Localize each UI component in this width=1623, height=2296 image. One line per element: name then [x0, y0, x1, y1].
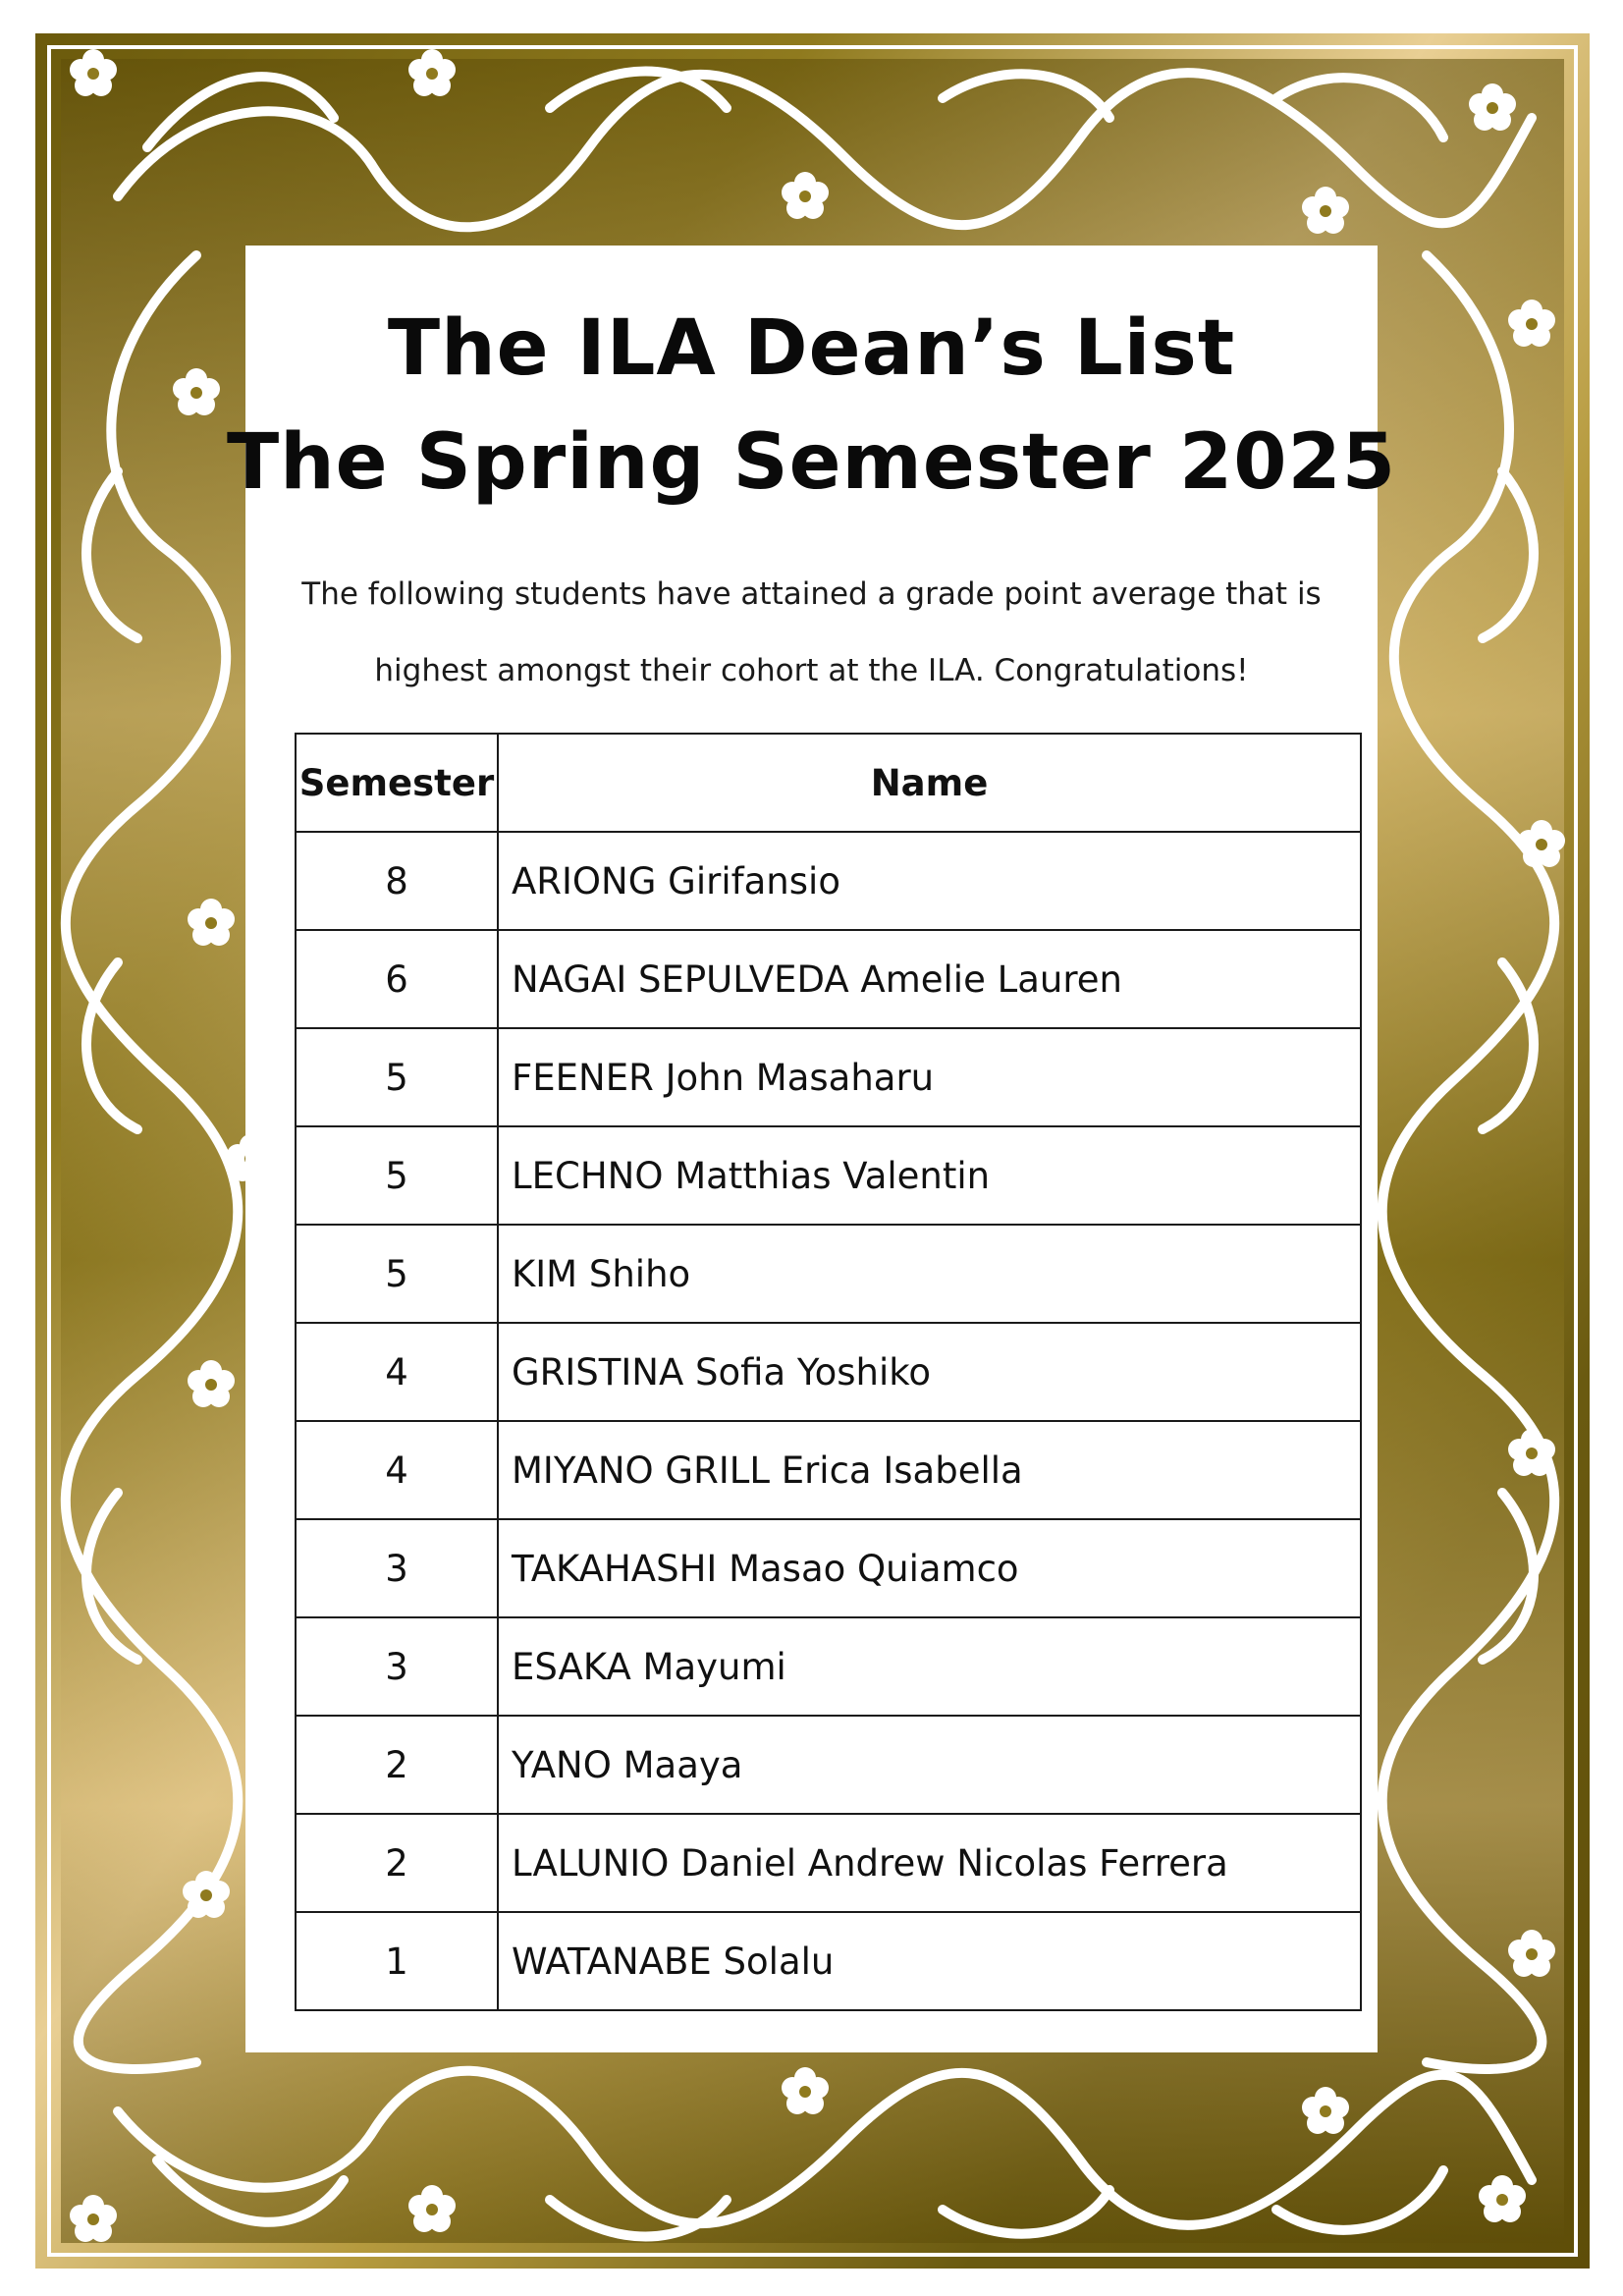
- intro-text-line-2: highest amongst their cohort at the ILA. Congratulations!: [374, 653, 1249, 688]
- student-name-cell: MIYANO GRILL Erica Isabella: [498, 1421, 1361, 1519]
- semester-cell: 4: [296, 1323, 498, 1421]
- student-name-cell: TAKAHASHI Masao Quiamco: [498, 1519, 1361, 1617]
- name-column-header: Name: [498, 734, 1361, 832]
- semester-cell: 3: [296, 1519, 498, 1617]
- semester-cell: 6: [296, 930, 498, 1028]
- table-row: [296, 1225, 1361, 1323]
- intro-text-line-1: The following students have attained a grade point average that is: [301, 576, 1322, 612]
- semester-cell: 8: [296, 832, 498, 930]
- semester-cell: 5: [296, 1225, 498, 1323]
- semester-cell: 1: [296, 1912, 498, 2010]
- table-row: [296, 1421, 1361, 1519]
- student-name-cell: YANO Maaya: [498, 1716, 1361, 1814]
- deans-list-table: [295, 733, 1362, 2011]
- student-name-cell: KIM Shiho: [498, 1225, 1361, 1323]
- table-row: [296, 832, 1361, 930]
- table-header-row: [296, 734, 1361, 832]
- table-row: [296, 1126, 1361, 1225]
- page-title: The ILA Dean’s List: [387, 304, 1236, 393]
- semester-cell: 2: [296, 1716, 498, 1814]
- semester-cell: 3: [296, 1617, 498, 1716]
- student-name-cell: FEENER John Masaharu: [498, 1028, 1361, 1126]
- table-row: [296, 1617, 1361, 1716]
- semester-cell: 5: [296, 1028, 498, 1126]
- student-name-cell: GRISTINA Sofia Yoshiko: [498, 1323, 1361, 1421]
- semester-cell: 2: [296, 1814, 498, 1912]
- student-name-cell: NAGAI SEPULVEDA Amelie Lauren: [498, 930, 1361, 1028]
- table-row: [296, 1323, 1361, 1421]
- table-row: [296, 1814, 1361, 1912]
- table-row: [296, 1912, 1361, 2010]
- table-row: [296, 930, 1361, 1028]
- semester-cell: 5: [296, 1126, 498, 1225]
- table-row: [296, 1716, 1361, 1814]
- student-name-cell: ARIONG Girifansio: [498, 832, 1361, 930]
- student-name-cell: LALUNIO Daniel Andrew Nicolas Ferrera: [498, 1814, 1361, 1912]
- student-name-cell: ESAKA Mayumi: [498, 1617, 1361, 1716]
- semester-cell: 4: [296, 1421, 498, 1519]
- table-row: [296, 1028, 1361, 1126]
- student-name-cell: WATANABE Solalu: [498, 1912, 1361, 2010]
- table-row: [296, 1519, 1361, 1617]
- student-name-cell: LECHNO Matthias Valentin: [498, 1126, 1361, 1225]
- semester-column-header: Semester: [296, 734, 498, 832]
- page-subtitle: The Spring Semester 2025: [226, 418, 1397, 507]
